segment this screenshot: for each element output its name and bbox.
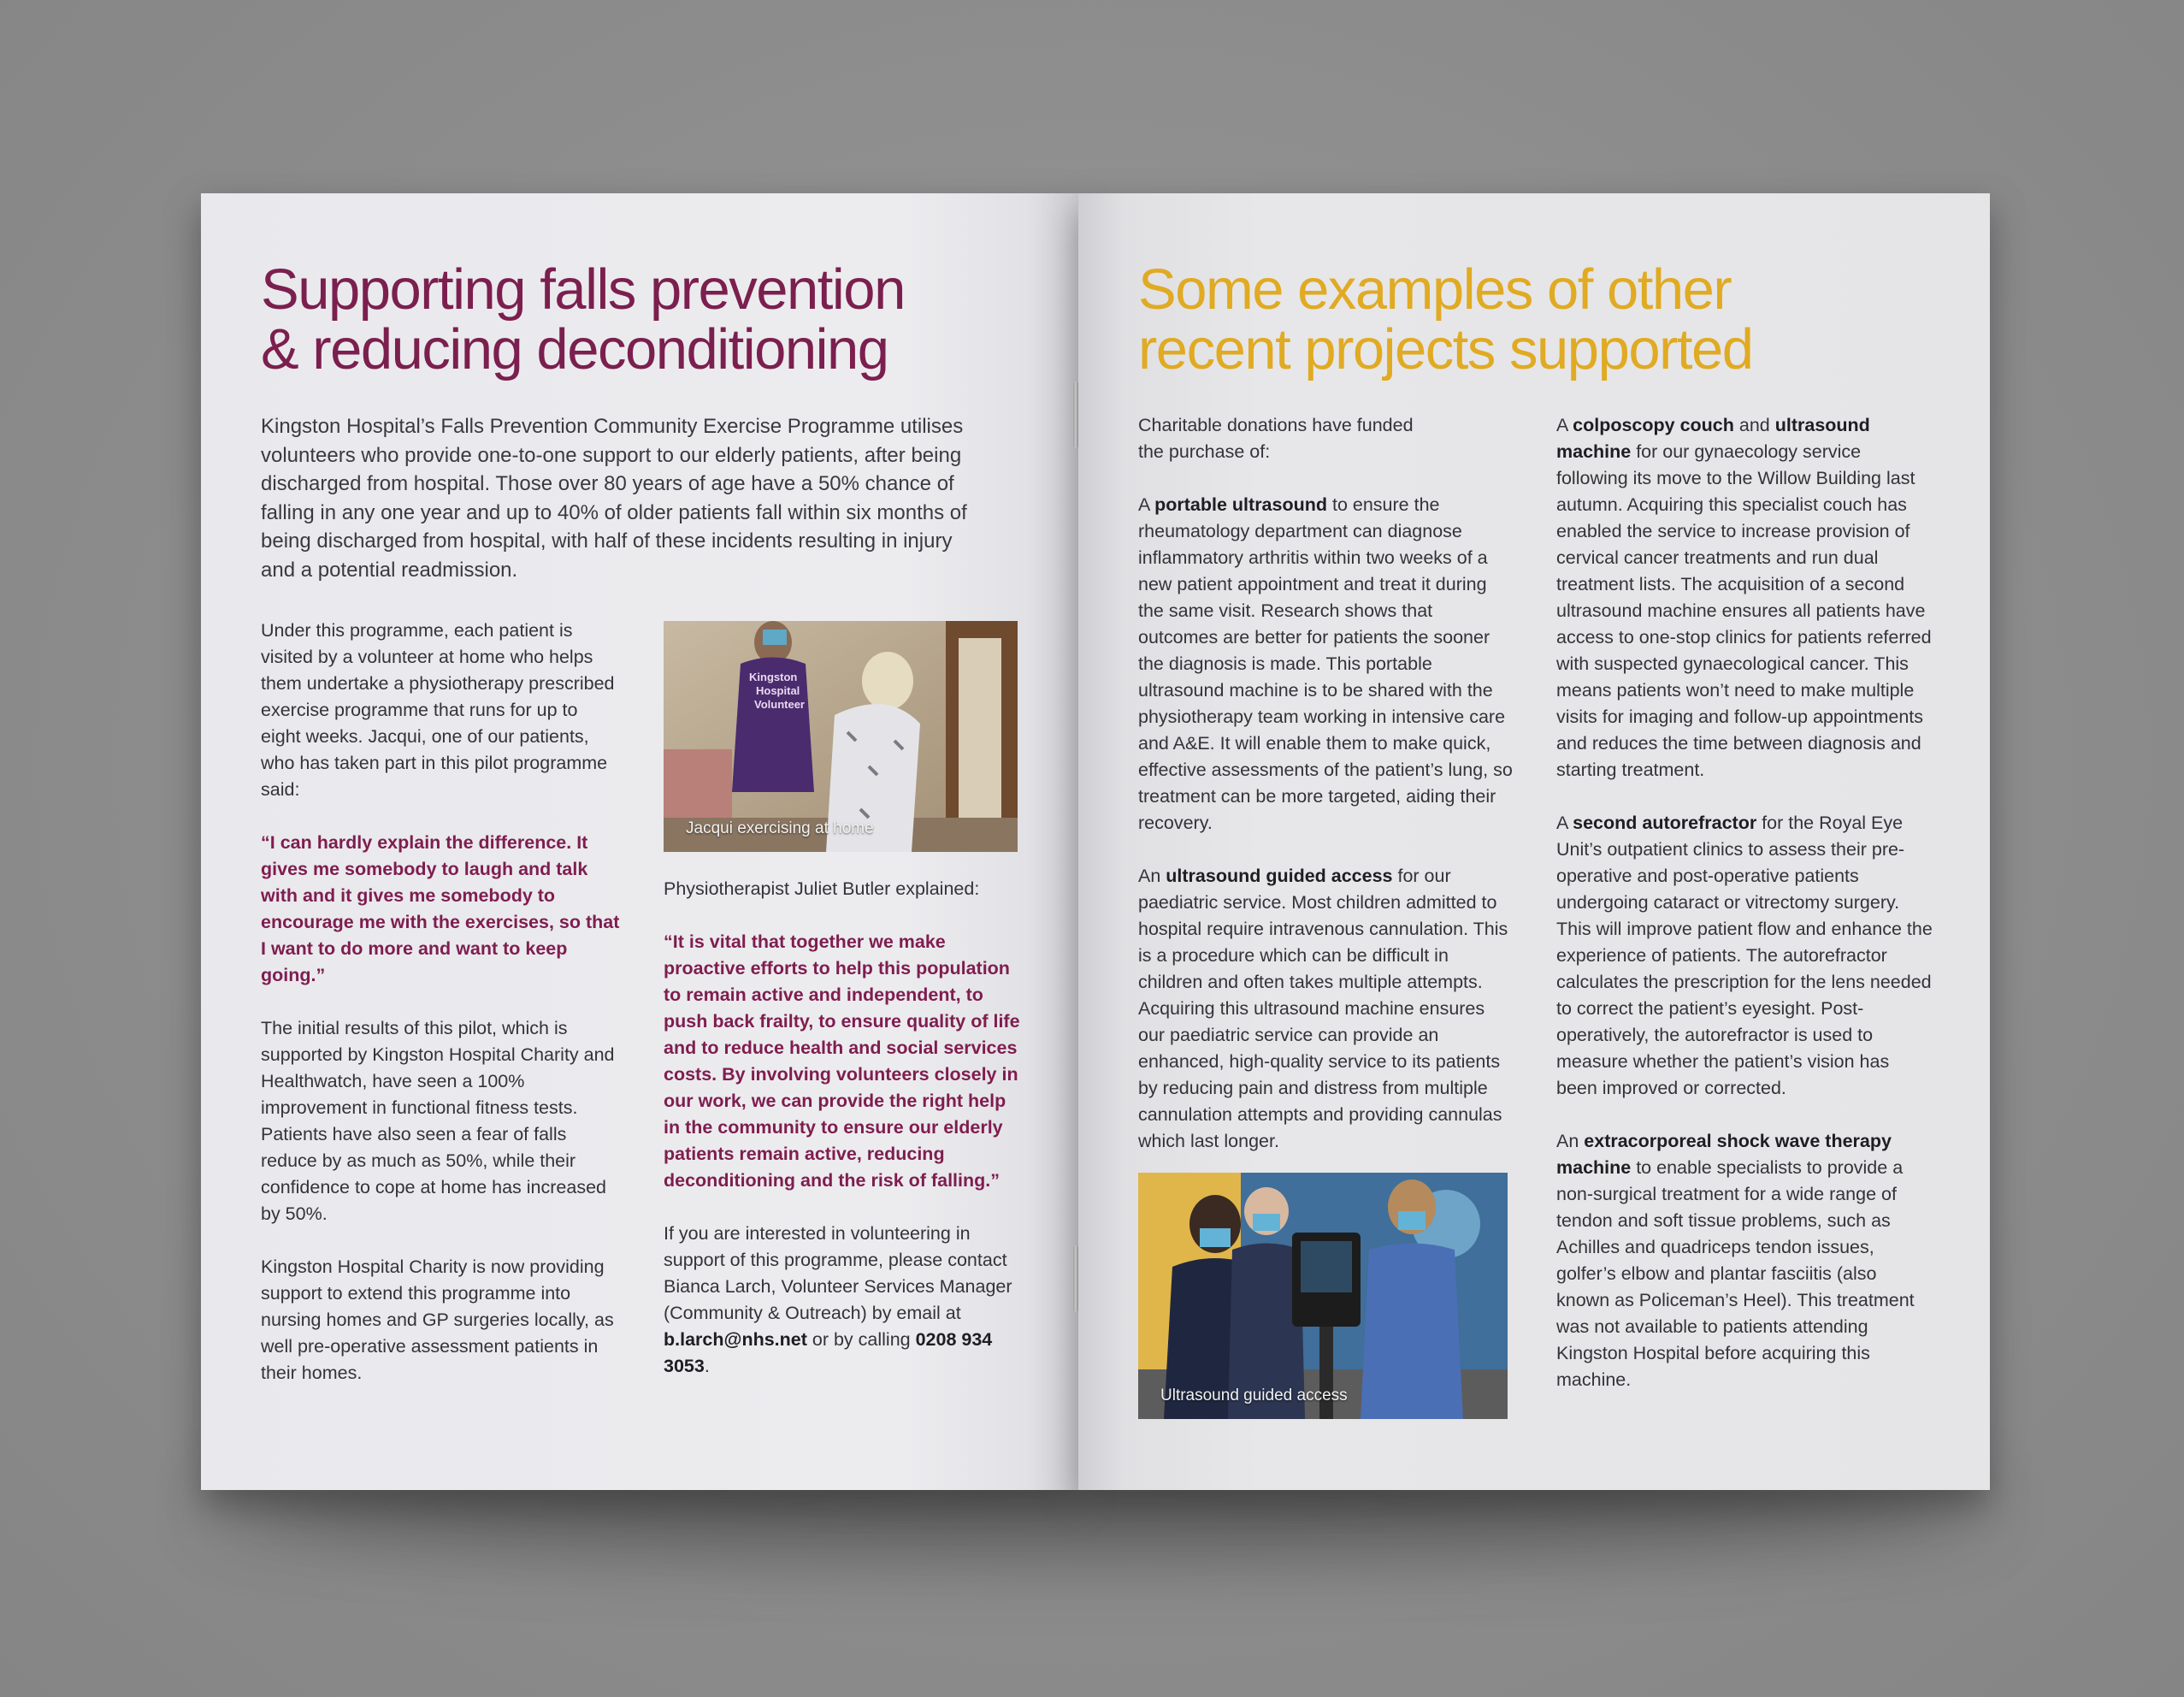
left-column-2 [664,876,1023,1406]
contact-text-end: . [704,1356,710,1376]
left-page-title: Supporting falls prevention & reducing deconditioning [261,257,905,381]
item-highlight: colposcopy couch [1573,415,1734,435]
item-text: An [1138,866,1166,886]
donations-intro: Charitable donations have funded the purchase of: [1138,415,1414,462]
item-text: for our gynaecology service following its move to the Willow Building last autumn. Acquiring this specialist couch has enabled the service to increase provision of cervical cancer treatments and run dual treatment lists. The acquisition of a second ultrasound machine ensures all patients have access to one-stop clinics for patients referred with suspected gynaecological cancer. This means patients won’t need to make multiple visits for imaging and follow-up appointments and reduces the time between diagnosis and starting treatment. [1556,441,1932,780]
item-text: An [1556,1131,1585,1151]
item-highlight: second autorefractor [1573,813,1757,833]
right-column-1 [1138,412,1514,1181]
physio-quote: “It is vital that together we make proactive efforts to help this population to remain active and independent, to push back frailty, to ensure quality of life and to reduce health and social services costs. By involving volunteers closely in our work, we can provide the right help in the community to ensure our elderly patients remain active, reducing deconditioning and the risk of falling.” [664,931,1020,1191]
ultrasound-photo [1138,1173,1508,1419]
charity-paragraph: Kingston Hospital Charity is now providing support to extend this programme into nursing homes and GP surgeries locally, as well pre-operative assessment patients in their homes. [261,1256,614,1383]
left-page [201,193,1078,1490]
contact-text: If you are interested in volunteering in support of this programme, please contact Bianca Larch, Volunteer Services Manager (Community & Outreach) by email at [664,1223,1012,1323]
svg-text:Hospital: Hospital [756,684,800,697]
autorefractor-item [1556,810,1933,1102]
item-text: A [1556,813,1573,833]
photo-caption: Ultrasound guided access [1160,1387,1348,1404]
right-page [1078,193,1990,1490]
item-highlight: ultrasound guided access [1166,866,1393,886]
svg-text:Volunteer: Volunteer [754,698,805,711]
item-text: to enable specialists to provide a non-surgical treatment for a wide range of tendon and soft tissue problems, such as Achilles and quadriceps tendon issues, golfer’s elbow and plantar fasciitis (also known as Policeman’s Heel). This treatment was not available to patients attending Kingston Hospital before acquiring this machine. [1556,1157,1915,1390]
item-highlight: extracorporeal shock wave therapy machine [1556,1131,1892,1178]
programme-paragraph: Under this programme, each patient is visited by a volunteer at home who helps them undertake a physiotherapy prescribed exercise programme that runs for up to eight weeks. Jacqui, one of our patients, who has taken part in this pilot programme said: [261,620,615,800]
photo-caption: Jacqui exercising at home [686,819,874,837]
right-column-2 [1556,412,1933,1420]
item-text: for our paediatric service. Most children admitted to hospital require intravenous cannulation. This is a procedure which can be difficult in children and often takes multiple attempts. Acquiring this ultrasound machine ensures our paediatric service can provide an enhanced, high-quality service to its patients by reducing pain and distress from multiple cannulation attempts and providing cannulas which last longer. [1138,866,1508,1151]
physio-intro: Physiotherapist Juliet Butler explained: [664,878,980,899]
contact-email[interactable]: b.larch@nhs.net [664,1329,807,1350]
jacqui-quote: “I can hardly explain the difference. It gives me somebody to laugh and talk with and it gives me somebody to encourage me with the exercises, so that I want to do more and want to keep going.” [261,832,620,985]
item-text: and [1733,415,1775,435]
contact-phone[interactable]: 0208 934 3053 [664,1329,993,1376]
left-lead-paragraph: Kingston Hospital’s Falls Prevention Community Exercise Programme utilises volunteers who provide one-to-one support to our elderly patients, after being discharged from hospital. Those over 80 years of age have a 50% chance of falling in any one year and up to 40% of older patients fall within six months of being discharged from hospital, with half of these incidents resulting in injury and a potential readmission. [261,415,967,582]
item-text: A [1556,415,1573,435]
ultrasound-guided-access-item [1138,863,1514,1155]
contact-paragraph [664,1221,1023,1380]
jacqui-exercise-photo [664,621,1018,852]
portable-ultrasound-item [1138,492,1514,837]
colposcopy-item [1556,412,1933,783]
svg-text:Kingston: Kingston [749,671,798,683]
shock-wave-item [1556,1128,1933,1393]
right-page-title: Some examples of other recent projects supported [1138,257,1753,381]
item-text: A [1138,494,1155,515]
item-text: to ensure the rheumatology department can diagnose inflammatory arthritis within two weeks of a new patient appointment and treat it during the same visit. Research shows that outcomes are better for patients the sooner the diagnosis is made. This portable ultrasound machine is to be shared with the physiotherapy team working in intensive care and A&E. It will enable them to make quick, effective assessments of the patient’s lung, so treatment can be more targeted, aiding their recovery. [1138,494,1513,833]
item-highlight: ultrasound machine [1556,415,1870,462]
left-column-1 [261,618,622,1413]
item-highlight: portable ultrasound [1154,494,1328,515]
contact-text-mid: or by calling [806,1329,916,1350]
results-paragraph: The initial results of this pilot, which is supported by Kingston Hospital Charity and Healthwatch, have seen a 100% improvement in functional fitness tests. Patients have also seen a fear of falls reduce by as much as 50%, while their confidence to cope at home has increased by 50%. [261,1018,615,1224]
item-text: for the Royal Eye Unit’s outpatient clinics to assess their pre-operative and post-operative patients undergoing cataract or vitrectomy surgery. This will improve patient flow and enhance the experience of patients. The autorefractor calculates the prescription for the lens needed to correct the patient’s eyesight. Post-operatively, the autorefractor is used to measure whether the patient’s vision has been improved or corrected. [1556,813,1933,1098]
